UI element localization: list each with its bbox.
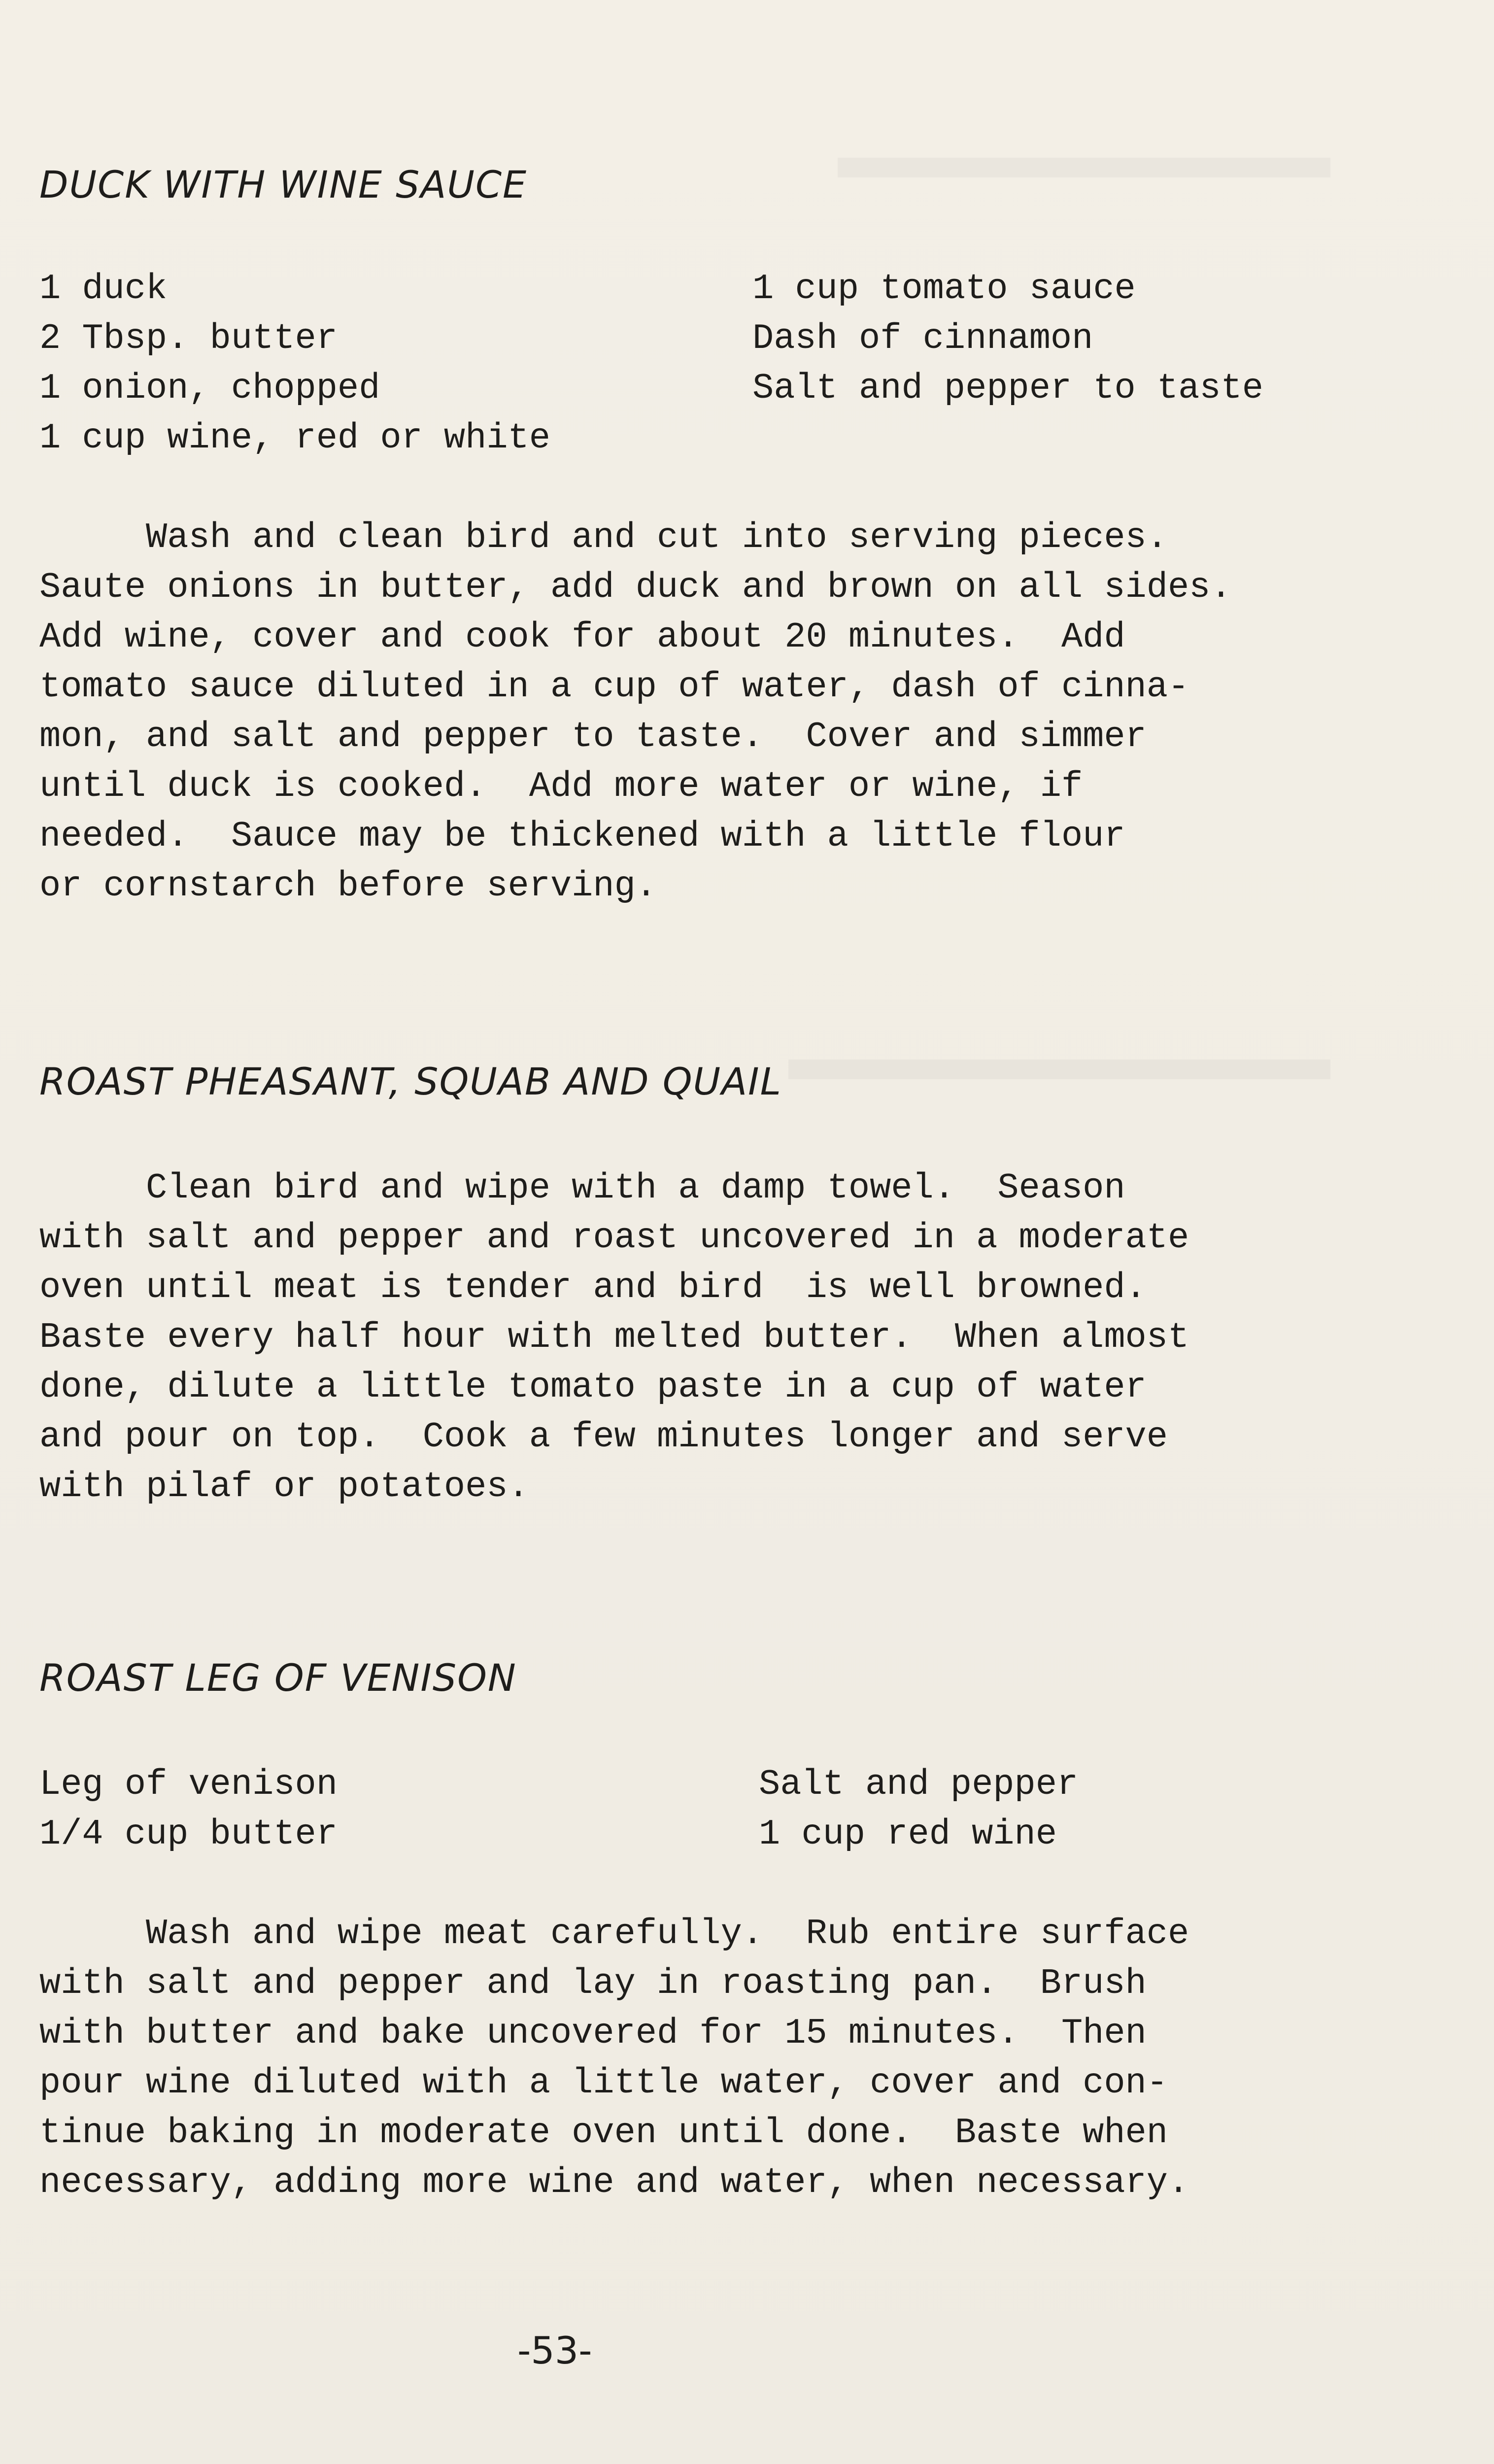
ingredient: 1 cup wine, red or white bbox=[39, 418, 550, 458]
show-through-decoration bbox=[838, 158, 1330, 177]
recipe-title-pheasant: ROAST PHEASANT, SQUAB AND QUAIL bbox=[39, 1060, 782, 1103]
show-through-decoration bbox=[788, 1060, 1330, 1079]
instruction-line: with butter and bake uncovered for 15 minutes. Then bbox=[39, 2013, 1147, 2053]
instruction-line: Add wine, cover and cook for about 20 minutes. Add bbox=[39, 617, 1125, 657]
instruction-line: tomato sauce diluted in a cup of water, dash of cinna- bbox=[39, 667, 1189, 707]
instruction-line: Wash and wipe meat carefully. Rub entire surface bbox=[39, 1914, 1189, 1954]
ingredient: 1 onion, chopped bbox=[39, 368, 380, 409]
page-number: -53- bbox=[517, 2328, 592, 2372]
instruction-line: and pour on top. Cook a few minutes longer and serve bbox=[39, 1417, 1168, 1457]
instruction-line: Baste every half hour with melted butter. When almost bbox=[39, 1317, 1189, 1358]
ingredient: Dash of cinnamon bbox=[752, 318, 1093, 359]
ingredient: 1/4 cup butter bbox=[39, 1814, 338, 1854]
instruction-line: needed. Sauce may be thickened with a little flour bbox=[39, 816, 1125, 856]
ingredient: Salt and pepper bbox=[759, 1764, 1079, 1805]
instruction-line: mon, and salt and pepper to taste. Cover and simmer bbox=[39, 717, 1147, 757]
instruction-line: with salt and pepper and lay in roasting pan. Brush bbox=[39, 1963, 1147, 2004]
instruction-line: tinue baking in moderate oven until done. Baste when bbox=[39, 2113, 1168, 2153]
instruction-line: Clean bird and wipe with a damp towel. Season bbox=[39, 1168, 1125, 1208]
ingredient: 2 Tbsp. butter bbox=[39, 318, 338, 359]
instruction-line: necessary, adding more wine and water, when necessary. bbox=[39, 2162, 1189, 2203]
ingredient: Salt and pepper to taste bbox=[752, 368, 1263, 409]
instruction-line: or cornstarch before serving. bbox=[39, 866, 657, 906]
instruction-line: oven until meat is tender and bird is well browned. bbox=[39, 1267, 1147, 1308]
instruction-line: Wash and clean bird and cut into serving pieces. bbox=[39, 517, 1168, 558]
ingredient: 1 cup red wine bbox=[759, 1814, 1057, 1854]
instruction-line: with pilaf or potatoes. bbox=[39, 1467, 529, 1507]
instruction-line: Saute onions in butter, add duck and brown on all sides. bbox=[39, 567, 1232, 608]
ingredient: 1 cup tomato sauce bbox=[752, 269, 1136, 309]
instruction-line: done, dilute a little tomato paste in a cup of water bbox=[39, 1367, 1147, 1407]
recipe-title-venison: ROAST LEG OF VENISON bbox=[39, 1656, 517, 1700]
instruction-line: with salt and pepper and roast uncovered in a moderate bbox=[39, 1218, 1189, 1258]
instruction-line: pour wine diluted with a little water, cover and con- bbox=[39, 2063, 1168, 2103]
recipe-title-duck: DUCK WITH WINE SAUCE bbox=[39, 163, 528, 206]
ingredient: Leg of venison bbox=[39, 1764, 338, 1805]
instruction-line: until duck is cooked. Add more water or wine, if bbox=[39, 766, 1083, 807]
ingredient: 1 duck bbox=[39, 269, 168, 309]
